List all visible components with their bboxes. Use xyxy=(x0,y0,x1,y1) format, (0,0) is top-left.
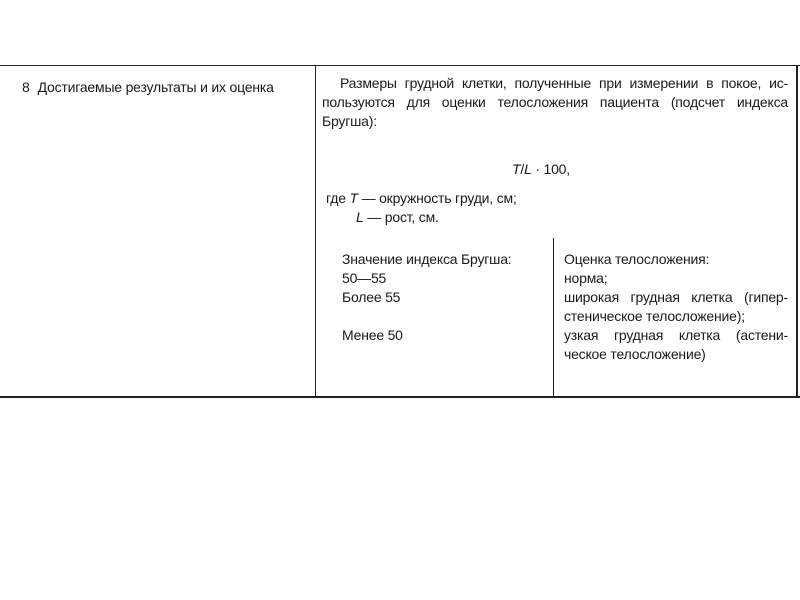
assessment-item: узкая грудная клетка (астени- xyxy=(564,327,788,343)
row-content-cell xyxy=(322,66,792,396)
formula-numerator: T xyxy=(512,161,521,177)
assessment-header: Оценка телосложения: xyxy=(564,251,710,267)
index-values-column xyxy=(342,250,542,345)
index-values-header: Значение индекса Бругша: xyxy=(342,251,512,267)
index-table-divider xyxy=(553,238,554,396)
t-variable: T xyxy=(349,190,358,206)
formula-rest: · 100, xyxy=(531,161,570,177)
intro-line: Бругша): xyxy=(322,113,377,129)
formula-slash: / xyxy=(520,161,525,177)
formula-denominator: L xyxy=(524,161,532,177)
assessment-item: стеническое телосложение); xyxy=(564,308,745,324)
row-title: Достигаемые результаты и их оценка xyxy=(37,79,274,95)
assessment-item: широкая грудная клетка (гипер- xyxy=(564,289,788,305)
l-definition: — рост, см. xyxy=(363,209,439,225)
where-prefix: где xyxy=(326,190,350,206)
assessment-item: ческое телосложение) xyxy=(564,346,706,362)
index-value: Более 55 xyxy=(342,289,401,305)
l-definition-line xyxy=(326,208,517,227)
l-variable: L xyxy=(356,209,364,225)
intro-line: пользуются для оценки телосложения пациента (подсчет индекса xyxy=(322,94,788,110)
table-right-border xyxy=(796,66,798,396)
spacer xyxy=(342,307,542,326)
column-divider xyxy=(315,66,316,396)
index-value: 50—55 xyxy=(342,270,387,286)
brugsch-formula xyxy=(512,160,570,179)
row-number: 8 xyxy=(22,79,30,95)
index-table xyxy=(322,238,792,396)
variable-definitions xyxy=(326,189,517,227)
table-row xyxy=(0,65,800,398)
intro-paragraph xyxy=(322,74,788,131)
row-label-cell xyxy=(22,79,274,95)
t-definition: — окружность груди, см; xyxy=(357,190,517,206)
index-value: Менее 50 xyxy=(342,327,403,343)
assessment-item: норма; xyxy=(564,270,608,286)
assessment-column xyxy=(564,250,788,364)
intro-line: Размеры грудной клетки, полученные при измерении в покое, ис- xyxy=(340,75,788,91)
